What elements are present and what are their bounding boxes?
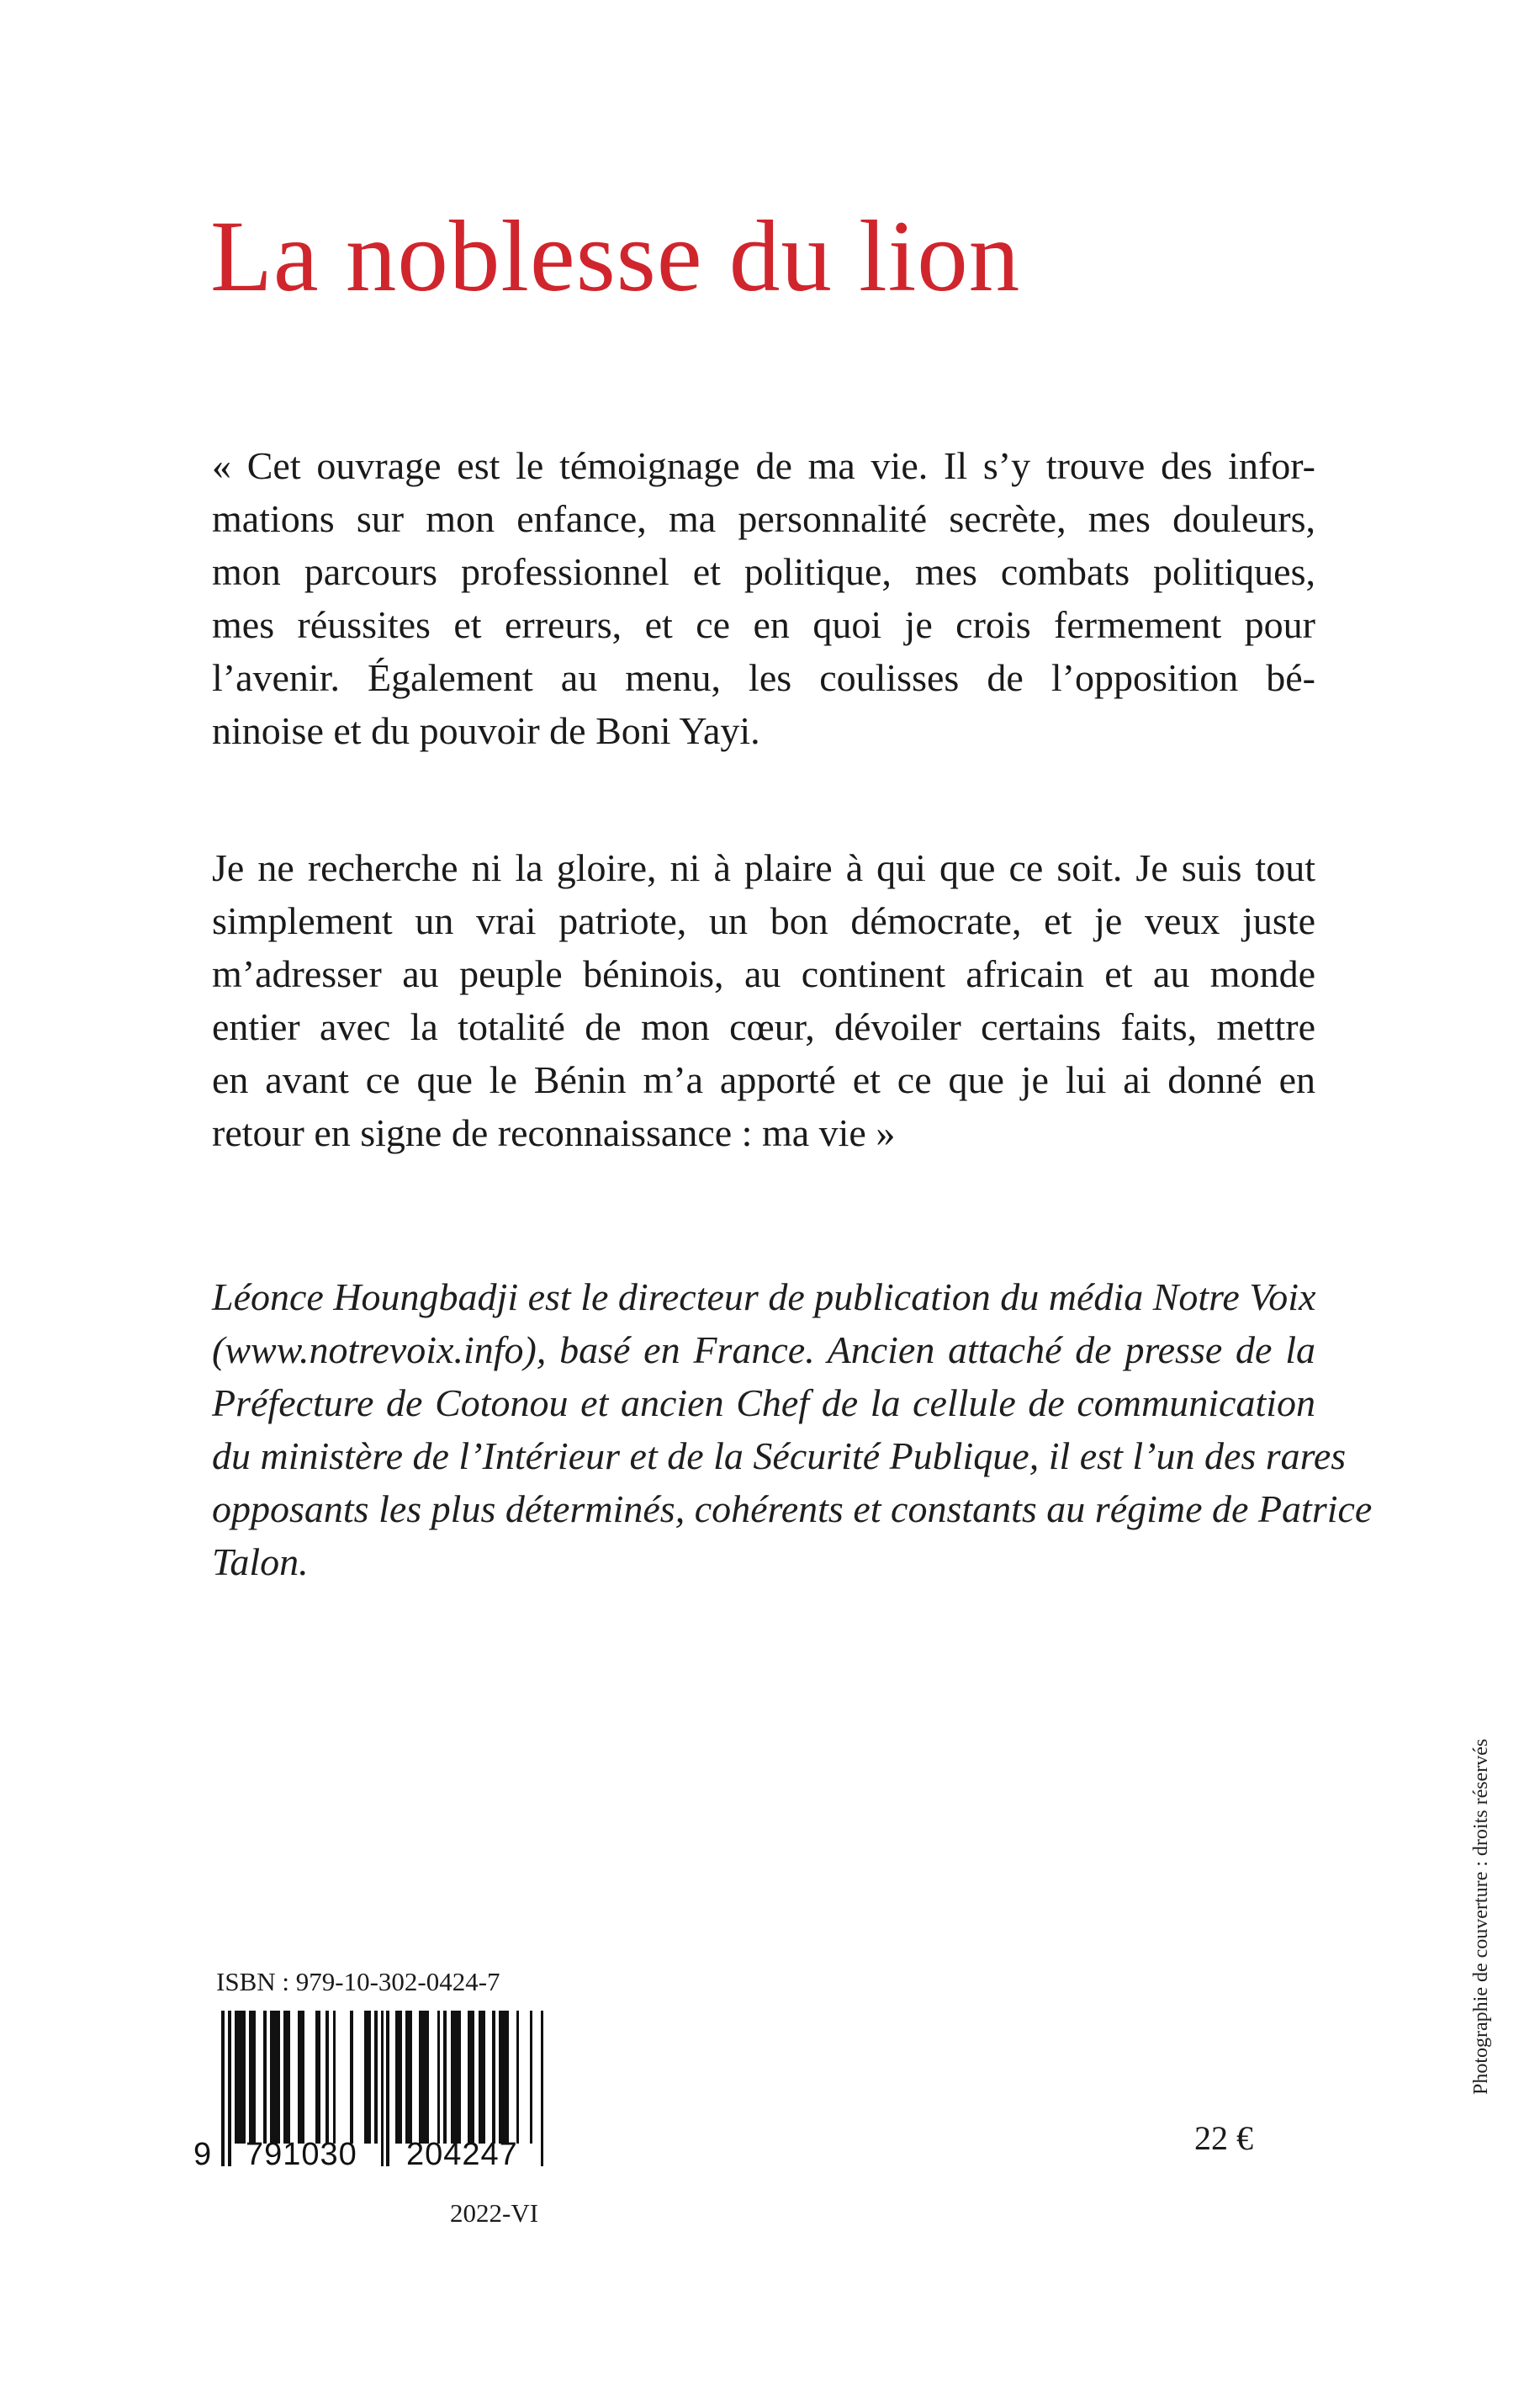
photo-credit: Photographie de couverture : droits réservés xyxy=(1470,1738,1492,2095)
text-line: entier avec la totalité de mon cœur, dévoiler certains faits, mettre xyxy=(212,1005,1315,1048)
text-line: Préfecture de Cotonou et ancien Chef de la cellule de communication xyxy=(212,1381,1315,1424)
barcode-right-group: 204247 xyxy=(406,2137,518,2172)
text-line: mon parcours professionnel et politique, mes combats politiques, xyxy=(212,550,1315,593)
quote-paragraph-1 xyxy=(212,439,1315,757)
quote-paragraph-2 xyxy=(212,841,1315,1159)
barcode-left-group: 791030 xyxy=(246,2137,357,2172)
text-line: mations sur mon enfance, ma personnalité secrète, mes douleurs, xyxy=(212,497,1315,540)
text-line: opposants les plus déterminés, cohérents et constants au régime de Patrice xyxy=(212,1487,1373,1530)
text-line: Léonce Houngbadji est le directeur de publication du média Notre Voix xyxy=(212,1275,1316,1318)
text-line: l’avenir. Également au menu, les coulisses de l’opposition bé- xyxy=(212,656,1315,699)
price: 22 € xyxy=(1194,2119,1253,2157)
text-line: m’adresser au peuple béninois, au continent africain et au monde xyxy=(212,952,1315,995)
edition-code: 2022-VI xyxy=(450,2198,539,2228)
isbn-barcode xyxy=(193,2011,547,2196)
author-bio xyxy=(212,1270,1373,1588)
text-line: mes réussites et erreurs, et ce en quoi je crois fermement pour xyxy=(212,603,1315,646)
text-line: simplement un vrai patriote, un bon démocrate, et je veux juste xyxy=(212,899,1315,942)
text-line: retour en signe de reconnaissance : ma vie » xyxy=(212,1111,896,1154)
text-line: Talon. xyxy=(212,1540,309,1583)
text-line: Je ne recherche ni la gloire, ni à plaire à qui que ce soit. Je suis tout xyxy=(212,846,1315,889)
barcode-first-digit: 9 xyxy=(193,2137,212,2172)
text-line: ninoise et du pouvoir de Boni Yayi. xyxy=(212,709,760,752)
text-line: « Cet ouvrage est le témoignage de ma vie. Il s’y trouve des infor- xyxy=(212,444,1315,487)
text-line: (www.notrevoix.info), basé en France. Ancien attaché de presse de la xyxy=(212,1328,1315,1371)
text-line: en avant ce que le Bénin m’a apporté et ce que je lui ai donné en xyxy=(212,1058,1315,1101)
book-title: La noblesse du lion xyxy=(210,200,1021,313)
text-line: du ministère de l’Intérieur et de la Sécurité Publique, il est l’un des rares xyxy=(212,1434,1347,1477)
isbn-label: ISBN : 979-10-302-0424-7 xyxy=(216,1967,500,1996)
